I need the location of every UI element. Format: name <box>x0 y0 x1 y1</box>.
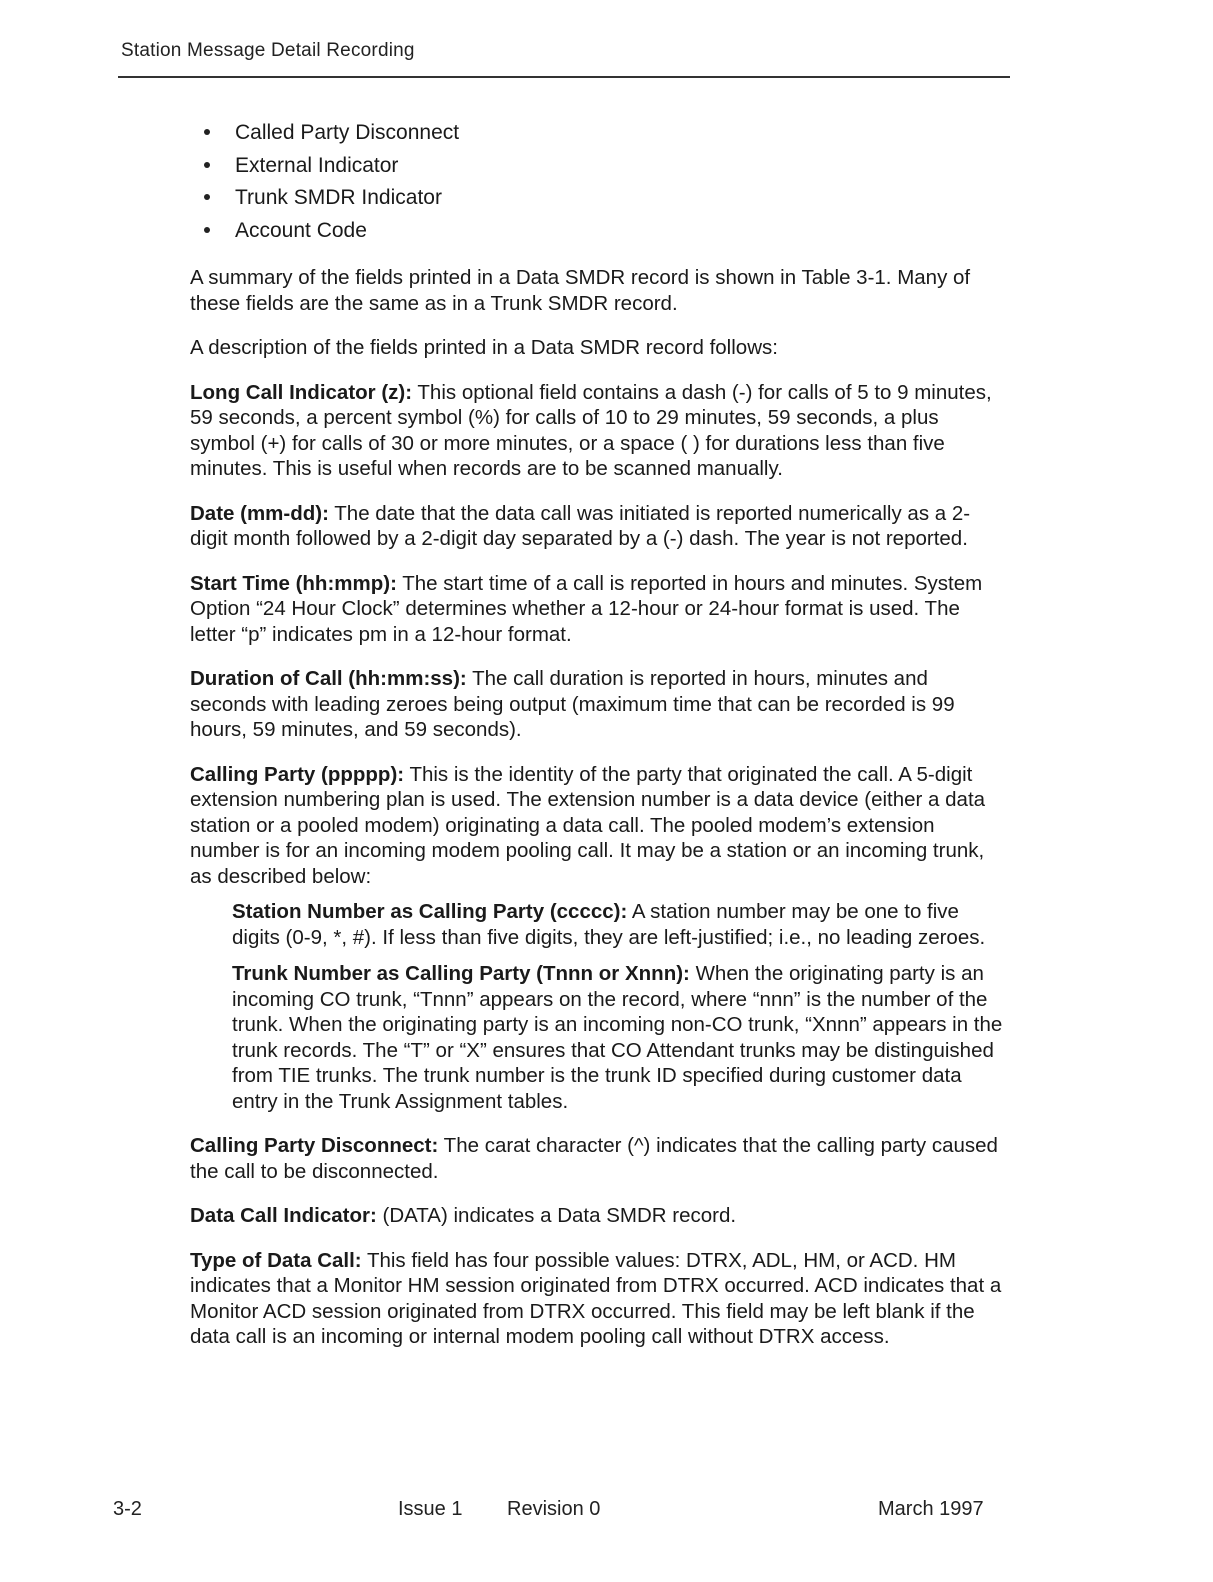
field-description <box>190 380 1005 482</box>
field-description <box>190 501 1005 552</box>
field-description <box>190 571 1005 648</box>
subfield-description <box>232 899 1005 950</box>
field-term: Long Call Indicator (z): <box>190 380 413 404</box>
bullet-icon <box>204 162 210 168</box>
field-term: Calling Party Disconnect: <box>190 1134 439 1157</box>
list-item: External Indicator <box>201 153 459 186</box>
bullet-icon <box>204 129 210 135</box>
list-item: Account Code <box>201 218 459 251</box>
field-term: Type of Data Call: <box>190 1248 362 1272</box>
publication-date: March 1997 <box>878 1498 984 1520</box>
intro-paragraph: A description of the fields printed in a Data SMDR record follows: <box>190 336 778 359</box>
bullet-list <box>201 120 459 250</box>
field-description <box>190 762 1005 890</box>
field-description <box>190 1203 1005 1229</box>
intro-paragraph: A summary of the fields printed in a Data SMDR record is shown in Table 3-1. Many of these fields are the same as in a Trunk SMDR record. <box>190 266 971 315</box>
body-text <box>190 265 1005 1369</box>
field-text: The start time of a call is reported in hours and minutes. System Option “24 Hour Clock” determines whether a 12-hour or 24-hour format is used. The letter “p” indicates pm in a 12-hour format. <box>190 571 983 646</box>
field-text: The date that the data call was initiated is reported numerically as a 2-digit month followed by a 2-digit day separated by a (-) dash. The year is not reported. <box>190 501 971 550</box>
field-term: Date (mm-dd): <box>190 501 329 525</box>
subfield-text: A station number may be one to five digits (0-9, *, #). If less than five digits, they are left-justified; i.e., no leading zeroes. <box>232 900 986 949</box>
revision-label: Revision 0 <box>507 1498 601 1520</box>
field-text: The carat character (^) indicates that the calling party caused the call to be disconnected. <box>190 1134 998 1183</box>
bullet-icon <box>204 194 210 200</box>
field-description <box>190 666 1005 743</box>
page-number: 3-2 <box>113 1498 142 1520</box>
header-rule <box>118 76 1010 78</box>
field-term: Calling Party (ppppp): <box>190 762 405 786</box>
field-text: This optional field contains a dash (-) for calls of 5 to 9 minutes, 59 seconds, a percent symbol (%) for calls of 10 to 29 minutes, 59 seconds, a plus symbol (+) for calls of 30 or more minutes, or a space ( ) for durations less than five minutes. This is useful when records are to be scanned manually. <box>190 380 992 480</box>
list-item: Trunk SMDR Indicator <box>201 185 459 218</box>
field-text: This is the identity of the party that originated the call. A 5-digit extension numbering plan is used. The extension number is a data device (either a data station or a pooled modem) originating a data call. The pooled modem’s extension number is for an incoming modem pooling call. It may be a station or an incoming trunk, as described below: <box>190 762 986 888</box>
field-description <box>190 1133 1005 1184</box>
subfield-term: Station Number as Calling Party (ccccc): <box>232 900 628 923</box>
subfield-term: Trunk Number as Calling Party (Tnnn or Xnnn): <box>232 962 690 985</box>
list-item: Called Party Disconnect <box>201 120 459 153</box>
bullet-icon <box>204 227 210 233</box>
subfield-group <box>232 899 1005 1114</box>
field-term: Data Call Indicator: <box>190 1204 377 1227</box>
subfield-description <box>232 961 1005 1114</box>
issue-label: Issue 1 <box>398 1498 463 1520</box>
running-header: Station Message Detail Recording <box>121 40 415 61</box>
subfield-text: When the originating party is an incoming CO trunk, “Tnnn” appears on the record, where “nnn” is the number of the trunk. When the originating party is an incoming non-CO trunk, “Xnnn” appears in the trunk records. The “T” or “X” ensures that CO Attendant trunks may be distinguished from TIE trunks. The trunk number is the trunk ID specified during customer data entry in the Trunk Assignment tables. <box>232 962 1003 1113</box>
field-term: Start Time (hh:mmp): <box>190 571 397 595</box>
field-text: This field has four possible values: DTRX, ADL, HM, or ACD. HM indicates that a Monitor HM session originated from DTRX occurred. ACD indicates that a Monitor ACD session originated from DTRX occurred. This field may be left blank if the data call is an incoming or internal modem pooling call without DTRX access. <box>190 1248 1002 1348</box>
field-text: The call duration is reported in hours, minutes and seconds with leading zeroes being output (maximum time that can be recorded is 99 hours, 59 minutes, and 59 seconds). <box>190 667 955 741</box>
field-description <box>190 1248 1005 1350</box>
field-term: Duration of Call (hh:mm:ss): <box>190 667 467 690</box>
field-text: (DATA) indicates a Data SMDR record. <box>382 1204 737 1227</box>
